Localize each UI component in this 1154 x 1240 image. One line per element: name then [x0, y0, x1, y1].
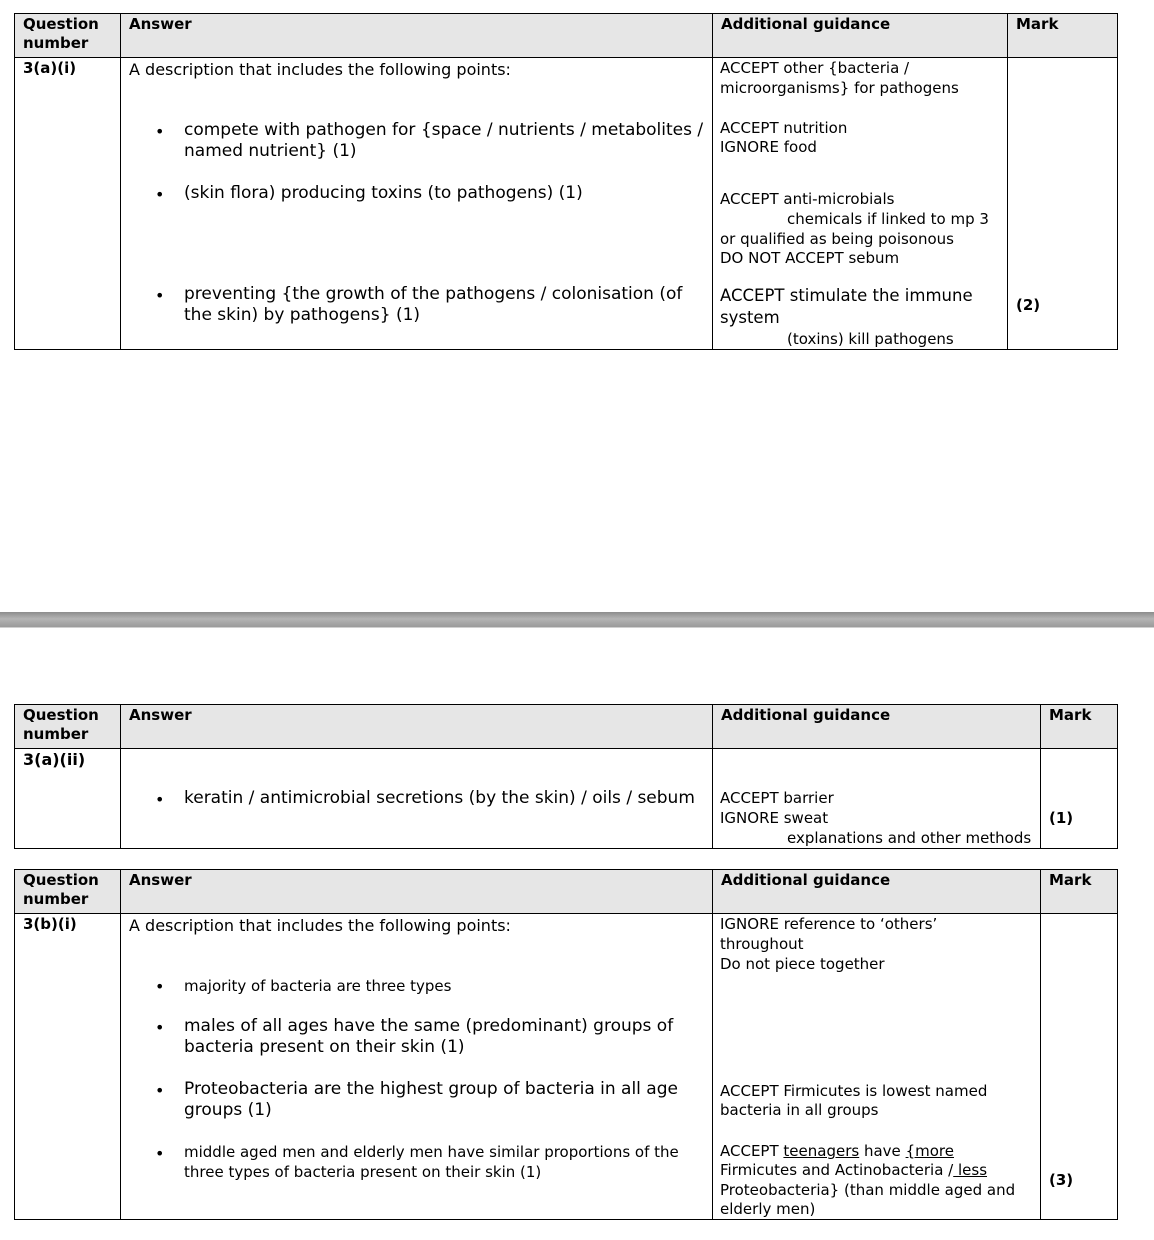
- mark-scheme-table-3aii: [14, 704, 1118, 849]
- answer-cell: [121, 58, 713, 350]
- answer-bullet-3: Proteobacteria are the highest group of bacteria in all age groups (1): [184, 1079, 678, 1120]
- answer-bullet-2: (skin flora) producing toxins (to pathogens) (1): [184, 183, 583, 203]
- header-question-number: Question number: [15, 14, 121, 58]
- header-question-number: Question number: [15, 870, 121, 914]
- guidance-line: system: [720, 308, 780, 327]
- question-number-cell: [15, 58, 121, 350]
- bullet-point: •: [155, 1018, 165, 1037]
- guidance-cell: [713, 58, 1008, 350]
- answer-cell: [121, 914, 713, 1220]
- header-additional-guidance: Additional guidance: [713, 870, 1041, 914]
- table-row: [15, 58, 1118, 350]
- table-header-row: [15, 14, 1118, 58]
- guidance-line: elderly men): [720, 1200, 816, 1218]
- answer-cell: [121, 749, 713, 849]
- guidance-line: or qualified as being poisonous: [720, 230, 954, 248]
- guidance-line: ACCEPT Firmicutes is lowest named: [720, 1082, 988, 1100]
- guidance-cell: [713, 749, 1041, 849]
- guidance-line: ACCEPT barrier: [720, 789, 834, 807]
- guidance-line: throughout: [720, 935, 804, 953]
- guidance-line: bacteria in all groups: [720, 1101, 879, 1119]
- guidance-line: Do not piece together: [720, 955, 885, 973]
- question-number: 3(a)(ii): [23, 750, 86, 769]
- guidance-line: Proteobacteria} (than middle aged and: [720, 1181, 1016, 1199]
- header-mark: Mark: [1041, 870, 1118, 914]
- question-number-cell: [15, 749, 121, 849]
- header-additional-guidance: Additional guidance: [713, 14, 1008, 58]
- bullet-point: •: [155, 122, 165, 141]
- guidance-line: ACCEPT teenagers have {more: [720, 1142, 954, 1160]
- header-answer: Answer: [121, 870, 713, 914]
- guidance-line: Firmicutes and Actinobacteria / less: [720, 1161, 988, 1179]
- table-row: [15, 749, 1118, 849]
- mark-cell: [1008, 58, 1118, 350]
- header-mark: Mark: [1008, 14, 1118, 58]
- mark-cell: [1041, 749, 1118, 849]
- guidance-line: explanations and other methods: [787, 829, 1032, 847]
- mark-scheme-table-3bi: [14, 869, 1118, 1220]
- header-mark: Mark: [1041, 705, 1118, 749]
- header-answer: Answer: [121, 14, 713, 58]
- answer-bullet-4: middle aged men and elderly men have similar proportions of the three types of bacteria present on their skin (1): [184, 1143, 679, 1181]
- table-row: [15, 914, 1118, 1220]
- guidance-line: chemicals if linked to mp 3: [787, 210, 989, 228]
- bullet-point: •: [155, 185, 165, 204]
- bullet-point: •: [155, 1081, 165, 1100]
- guidance-cell: [713, 914, 1041, 1220]
- guidance-line: microorganisms} for pathogens: [720, 79, 959, 97]
- page-separator: [0, 612, 1154, 627]
- question-number: 3(a)(i): [23, 59, 77, 77]
- mark-cell: [1041, 914, 1118, 1220]
- question-number: 3(b)(i): [23, 915, 77, 933]
- answer-bullet-1: majority of bacteria are three types: [184, 977, 452, 995]
- answer-intro: A description that includes the following points:: [129, 60, 511, 79]
- guidance-line: IGNORE reference to ‘others’: [720, 915, 938, 933]
- table-header-row: [15, 705, 1118, 749]
- guidance-line: IGNORE sweat: [720, 809, 829, 827]
- answer-bullet-3: preventing {the growth of the pathogens / colonisation (of the skin) by pathogens} (1): [184, 284, 683, 325]
- mark-value: (1): [1049, 809, 1074, 827]
- header-additional-guidance: Additional guidance: [713, 705, 1041, 749]
- bullet-point: •: [155, 286, 165, 305]
- page-separator-line: [0, 627, 1154, 628]
- guidance-line: ACCEPT other {bacteria /: [720, 59, 910, 77]
- guidance-line: (toxins) kill pathogens: [787, 330, 954, 348]
- answer-bullet-2: males of all ages have the same (predominant) groups of bacteria present on their skin (1): [184, 1016, 674, 1057]
- answer-bullet-1: compete with pathogen for {space / nutrients / metabolites / named nutrient} (1): [184, 120, 704, 161]
- mark-value: (2): [1016, 296, 1041, 314]
- bullet-point: •: [155, 977, 165, 996]
- mark-scheme-table-3ai: [14, 13, 1118, 350]
- guidance-line: IGNORE food: [720, 138, 817, 156]
- mark-value: (3): [1049, 1171, 1074, 1189]
- answer-bullet-1: keratin / antimicrobial secretions (by the skin) / oils / sebum: [184, 788, 695, 808]
- question-number-cell: [15, 914, 121, 1220]
- answer-intro: A description that includes the following points:: [129, 916, 511, 935]
- bullet-point: •: [155, 1144, 165, 1163]
- header-question-number: Question number: [15, 705, 121, 749]
- header-answer: Answer: [121, 705, 713, 749]
- table-header-row: [15, 870, 1118, 914]
- guidance-line: DO NOT ACCEPT sebum: [720, 249, 900, 267]
- bullet-point: •: [155, 790, 165, 809]
- guidance-line: ACCEPT stimulate the immune: [720, 286, 973, 305]
- guidance-line: ACCEPT anti-microbials: [720, 190, 895, 208]
- guidance-line: ACCEPT nutrition: [720, 119, 848, 137]
